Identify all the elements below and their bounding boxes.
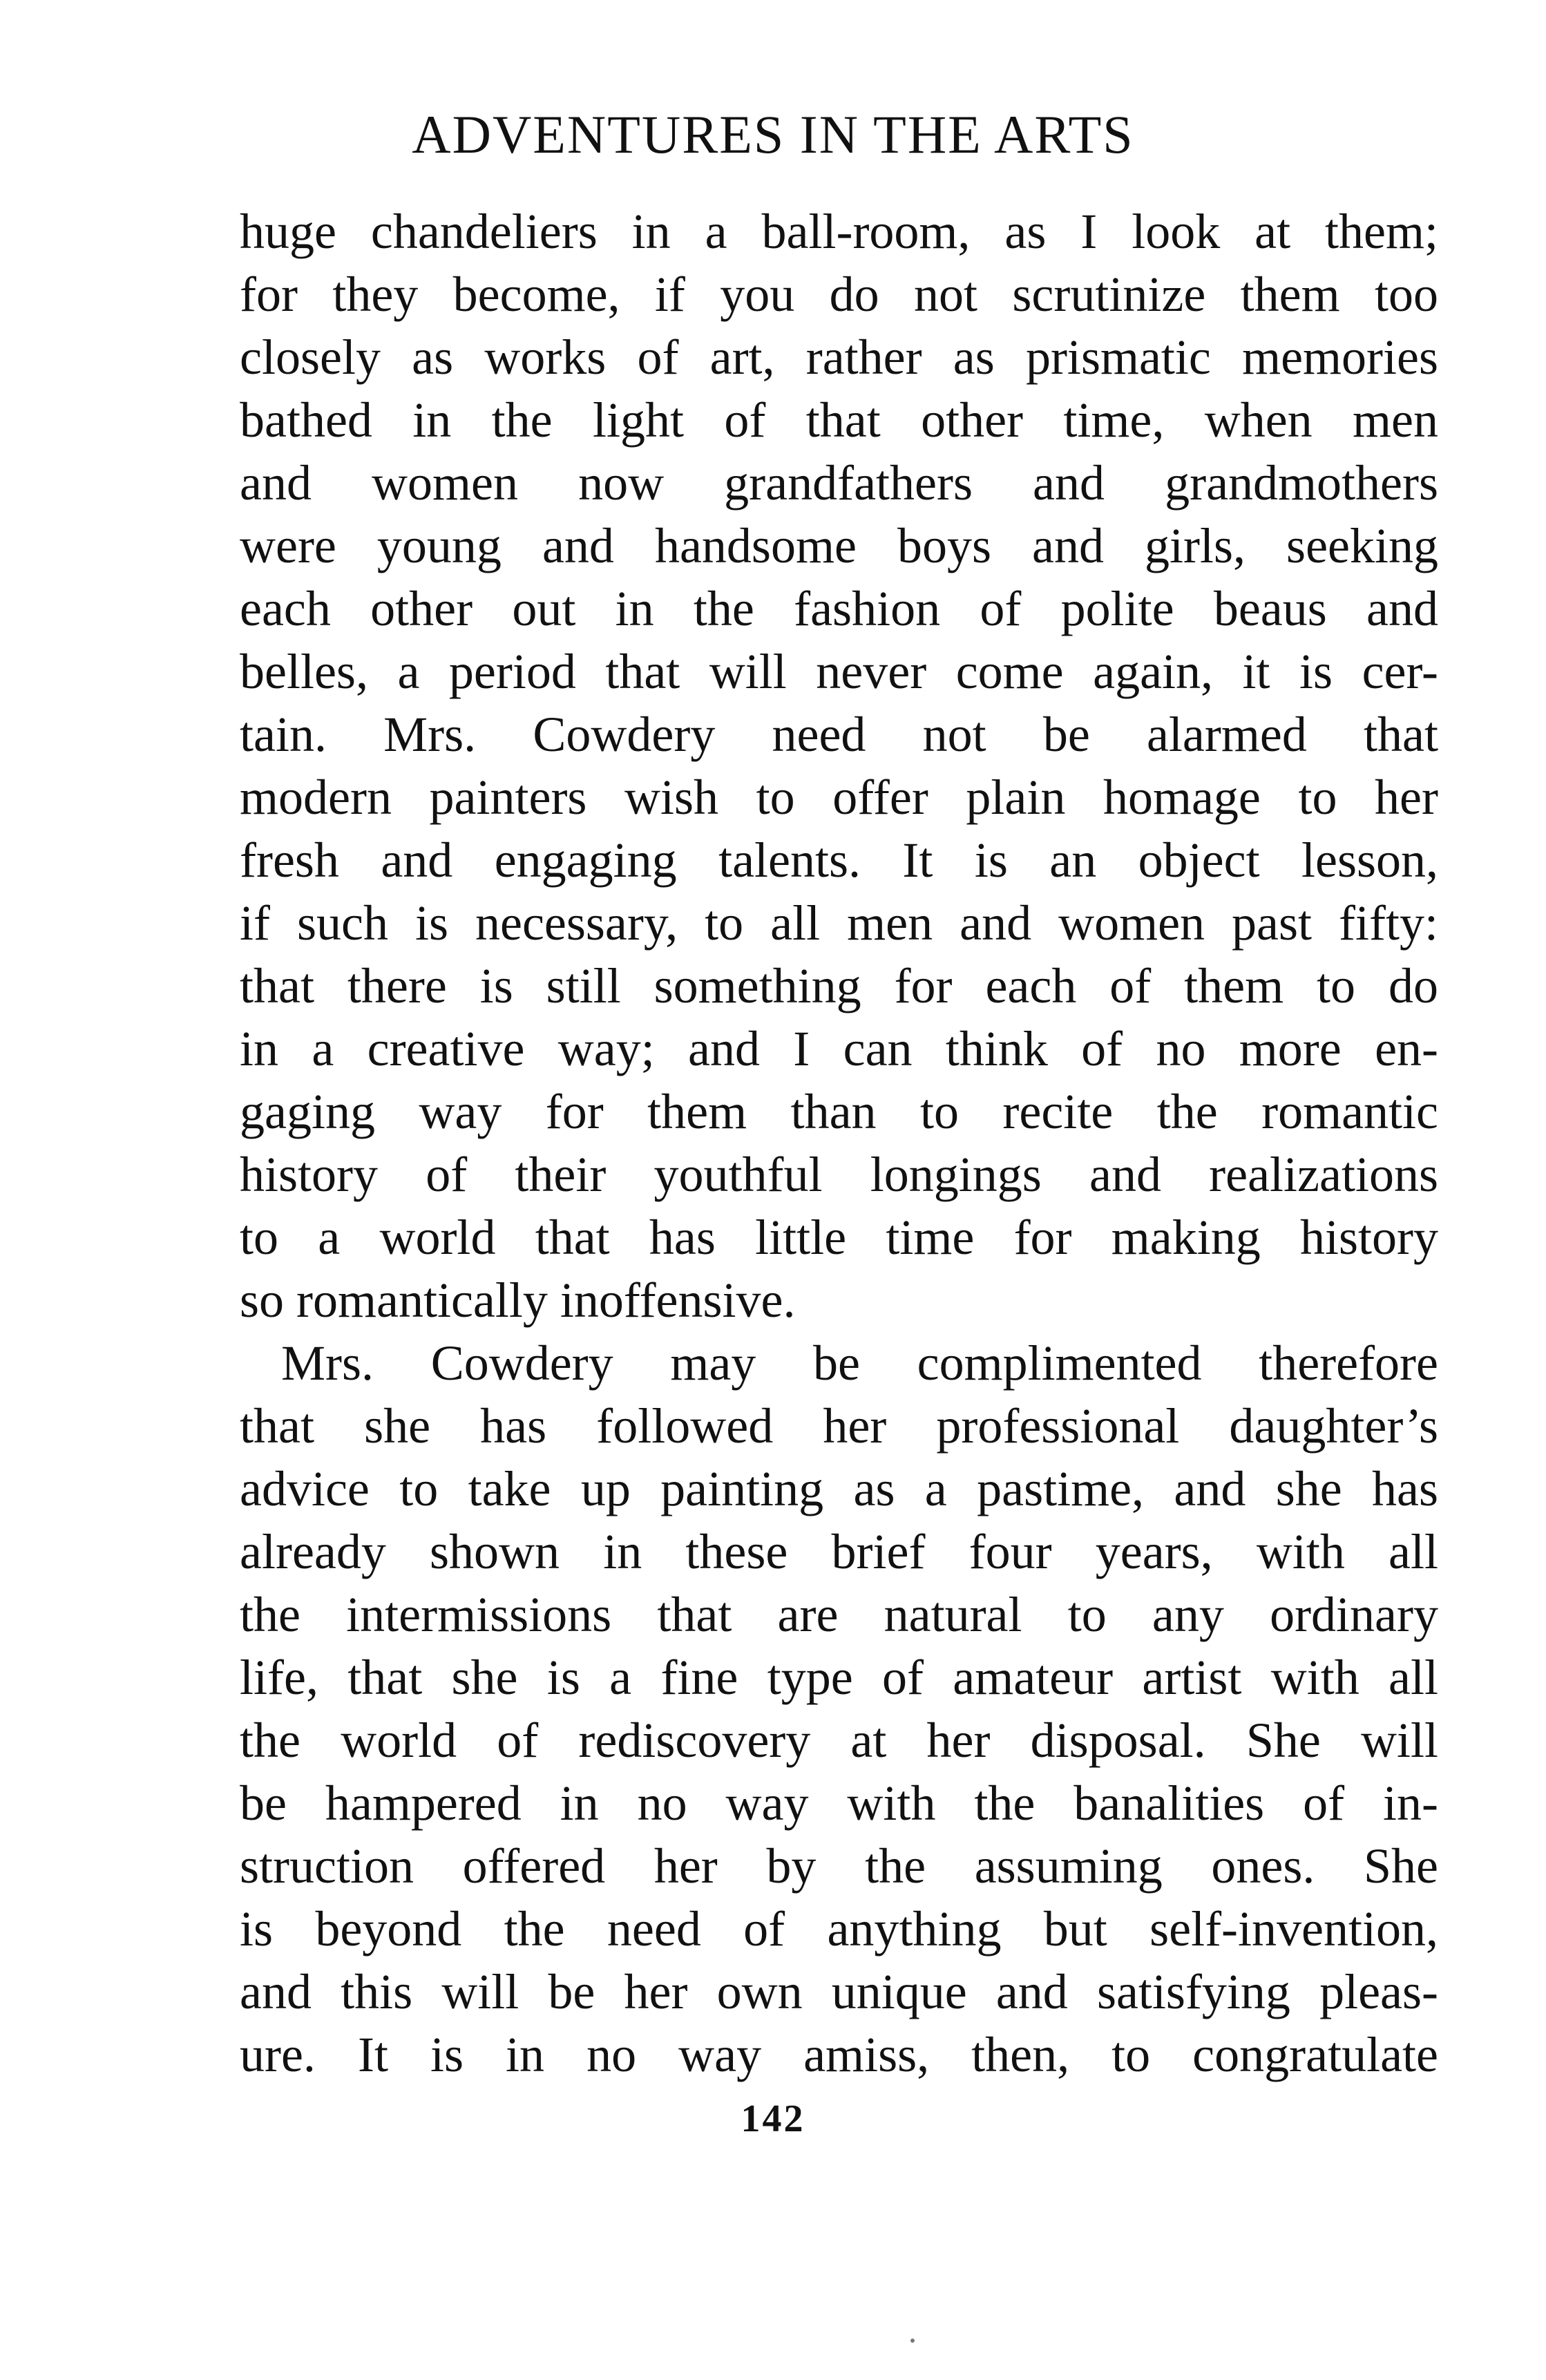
text-line: Mrs. Cowdery may be complimented therefore [281,1335,1438,1391]
text-line: advice to take up painting as a pastime, and she has [240,1461,1438,1516]
text-line: in a creative way; and I can think of no more en- [240,1021,1438,1076]
text-line: each other out in the fashion of polite beaus and [240,581,1438,636]
text-line: so romantically inoffensive. [240,1273,796,1328]
text-line: to a world that has little time for making history [240,1210,1438,1265]
text-line: the intermissions that are natural to any ordinary [240,1587,1438,1642]
text-line: that she has followed her professional daughter’s [240,1398,1438,1454]
text-line: fresh and engaging talents. It is an object lesson, [240,832,1438,888]
text-line: that there is still something for each of them to do [240,958,1438,1013]
text-line: history of their youthful longings and realizations [240,1147,1438,1202]
text-line: modern painters wish to offer plain homage to her [240,770,1438,825]
text-line: huge chandeliers in a ball-room, as I look at them; [240,204,1438,259]
text-line: struction offered her by the assuming ones. She [240,1838,1438,1894]
text-line: already shown in these brief four years, with all [240,1524,1438,1579]
text-line: life, that she is a fine type of amateur artist with all [240,1650,1438,1705]
text-line: and this will be her own unique and satisfying pleas- [240,1964,1438,2019]
paragraph-1 [240,200,1438,1332]
text-line: the world of rediscovery at her disposal. She will [240,1713,1438,1768]
page-number: 142 [741,2097,805,2140]
paragraph-2 [240,1332,1438,2086]
running-head: ADVENTURES IN THE ARTS [412,104,1134,164]
text-line: be hampered in no way with the banalities of in- [240,1776,1438,1831]
text-line: ure. It is in no way amiss, then, to congratulate [240,2027,1438,2082]
text-line: closely as works of art, rather as prismatic memories [240,330,1438,385]
text-line: were young and handsome boys and girls, seeking [240,518,1438,573]
text-line: belles, a period that will never come again, it is cer- [240,644,1438,699]
text-line: bathed in the light of that other time, when men [240,392,1438,448]
body-text [240,200,1438,2086]
text-line: for they become, if you do not scrutinize them too [240,267,1438,322]
paper-speck [910,2339,915,2343]
text-line: tain. Mrs. Cowdery need not be alarmed that [240,707,1438,762]
text-line: if such is necessary, to all men and women past fifty: [240,895,1438,951]
text-line: is beyond the need of anything but self-invention, [240,1901,1438,1957]
text-line: gaging way for them than to recite the romantic [240,1084,1438,1139]
text-line: and women now grandfathers and grandmothers [240,455,1438,511]
